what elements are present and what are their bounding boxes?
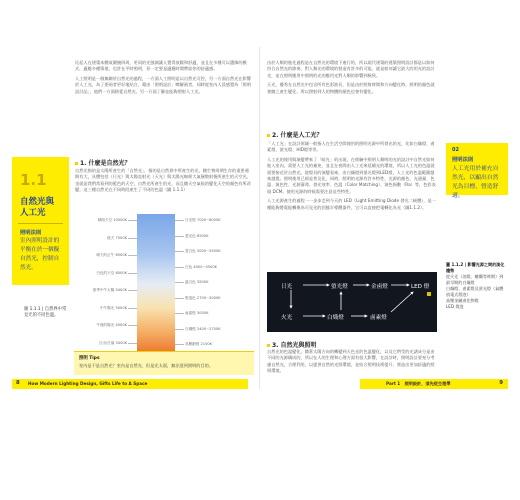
section-3-text: 自然光的色溫變化，隨著太陽方向的轉變到天色光的色溫變化，以及它們受的光譜成分是由不同的光源構成的，所以在人的生理和心理方面有很大影響，在設計時，照明設計要充分考慮自然光，合理利用，以提供自然的光照環境，並結合照明技術提升，營造出更加舒適的照明環境。 (267, 349, 435, 374)
node-firelight: 火光 (281, 315, 293, 321)
right-intro-paragraph-1: 由於人類的進化過程是在自然光的環境下進行的，所以現代建築的建築照明設計都是以如何符合自然光的節奏，對人類光的環境的營造有許多的可能，就是如何讓它最大的用光的設計光，並在照明應用中照明的光的應用光對人類的影響到極致。 (267, 60, 435, 78)
node-metal-halide: 金鹵燈 (371, 284, 388, 290)
spectrum-label-right: 白熾燈 2400~2700K (185, 327, 221, 331)
spectrum-label-right: 燈泡色 2700~3000K (185, 296, 221, 300)
figure-2-caption (446, 262, 506, 310)
right-footer (360, 379, 508, 389)
spectrum-leader-line (128, 343, 137, 344)
chapter-divider (18, 223, 63, 224)
side-rule-number: 02 (452, 147, 459, 153)
side-rule-tab (446, 143, 508, 199)
spectrum-label-left: 中午陽光 5000K (99, 306, 127, 310)
spectrum-leader-line (175, 313, 184, 314)
side-rule-text: 人工光用於補充自然光，以顯出自然光為目標，營造舒適。 (452, 166, 499, 199)
heading-bullet-icon (75, 162, 78, 165)
figure-2-caption-line: 從火光（油燈、蠟燭等時期）到最早期的白熾燈 (446, 274, 504, 285)
figure-2-caption-line: 白熾燈、鹵素燈及螢光燈（氣體放電式燈泡） (446, 286, 504, 297)
spectrum-leader-line (175, 344, 184, 345)
diagram-arrows (267, 272, 437, 332)
section-2-paragraph-1: 「人工光」在設計領域一般指人在生活空間使用的照明光源中所發出的光，比如白熾燈、鹵素燈、螢光燈、HID燈等等。 (267, 141, 435, 153)
left-intro-text (75, 60, 251, 98)
right-page-number: 9 (499, 380, 503, 386)
spectrum-label-left: 日出/日落 3400K (98, 341, 127, 345)
chapter-title: 自然光與人工光 (20, 197, 55, 218)
section-3-heading: 3. 自然光與照明 (267, 340, 317, 349)
spectrum-label-right: 晝白色 5000~5500K (185, 249, 221, 253)
tip-title: 照明 Tips (79, 356, 100, 361)
led-marker-icon (427, 292, 431, 296)
spectrum-label-left: 晴朗天空 10000K (97, 218, 127, 222)
spectrum-label-right: 鹵素燈 3000K (185, 311, 209, 315)
figure-2-caption-line: 高壓金屬鹵化物燈 (446, 298, 479, 303)
node-halogen: 鹵素燈 (370, 315, 387, 321)
spectrum-leader-line (128, 308, 137, 309)
chapter-rule-title: 照明法則 (20, 230, 42, 236)
left-footer-text: How Modern Lighting Design, Gifts Life to A Space (28, 381, 148, 386)
spectrum-leader-line (175, 236, 184, 237)
left-footer (12, 379, 248, 389)
section-2-paragraph-3: 人工光源產生的過程一一步步走到今天的 LED（Light Emitting Diode 發光二極體），是一種能夠將電能轉換為可見光的固態半導體器件，它可以直接把電轉化為光（圖1.1.2）。 (267, 198, 436, 210)
node-led: LED 燈 (411, 284, 430, 290)
spectrum-leader-line (175, 329, 184, 330)
chapter-rule-text: 室內照明設計的平衡在於一個擬自然光，控制自然光。 (20, 238, 60, 271)
node-sunlight: 日光 (281, 284, 293, 290)
node-fluorescent: 螢光燈 (331, 284, 348, 290)
right-intro-paragraph-2: 天光，優秀在自然光中包含所有色彩波長，但是由於照射時間和方向變化時，照明的顏色就會隨之產生變化。所以照射到人的物體的顏色也會有變化。 (267, 82, 435, 94)
spectrum-leader-line (128, 290, 137, 291)
right-intro-text (267, 60, 437, 98)
heading-bullet-icon (267, 134, 270, 137)
section-1-heading: 1. 什麼是自然光？ (75, 158, 131, 167)
spectrum-leader-line (175, 298, 184, 299)
spectrum-label-left: 白色的天空 6000K (96, 271, 127, 275)
section-2-paragraph-2: 人工光的使用與演變帶來了「暗光」的出現，在經驗中照明人類明的光的設計中自然光如何進入室內，需要人工光的補充，並且在夜間由人工光來延續光的環境，所以人工光的色溫就需要接近於自然光。從燈具的演變看來，由白熾燈到螢光燈到LED燈，人工光的色溫範圍越來越寬。照明使用已經是普及化，同時，照明的光源有許多特性，光源的顏色、光通量、色溫、演色性、光源壽命、發光效率、色溫（Color Matching）、演色指數（Ra）等，色彩表現 DCM。使用光源的時候需要注意這些特性。 (267, 156, 436, 194)
spectrum-leader-line (175, 267, 184, 268)
color-temperature-spectrum (137, 214, 175, 370)
section-2-text (267, 141, 437, 214)
spectrum-label-right: 溫白色 3500K (185, 280, 209, 284)
spectrum-leader-line (128, 238, 137, 239)
spectrum-label-left: 陰天 7500K (107, 236, 127, 240)
section-2-heading: 2. 什麼是人工光？ (267, 130, 323, 139)
right-footer-text: Part 1 照明設計，須先從生理學 (386, 381, 451, 386)
left-intro-paragraph-1: 比起人在建築本體或圍繞四周，更同的光強調讓人覺得放鬆和舒適，並且在多種可以選擇的模式，適應多種情境，也許在平時照明，但一定要是適應時間帶給你的舒適感。 (75, 60, 247, 72)
spectrum-label-left: 夏季中午太陽 5400K (92, 288, 127, 292)
section-1-text: 自然光指的是太陽所產生的「自然光」，指的是自然界中所產生的光，隨生物周期生存的重要週期有大，具體包括（日光）與太陽直射光（天光）與太陽光線經大氣層散射後所產生的天空光，也就是我們常看到的藍色的天空，自然光所產生的光，而且隨天空氣候的變化天空的顏色有所改變。這三種自然光在不同時段產生了不同的色溫（圖 1.1.1） (75, 168, 251, 193)
chapter-tab (12, 157, 69, 285)
spectrum-leader-line (128, 273, 137, 274)
spectrum-leader-line (175, 220, 184, 221)
spectrum-label-right: 白色 4000~4500K (185, 265, 217, 269)
left-intro-paragraph-2: 人工照明是一個無關於自然光的過程，一方面人工照明是以自然光可控，另一方面自然光在影響於人工光，為了要兩者更好地結合，藉由「照明設計」瞭解兩者，同時從室內人員感覺為「照明設計品」，他們一方面熱愛自然光，另一方面了解並能夠照射人工光。 (75, 75, 251, 94)
spectrum-leader-line (175, 251, 184, 252)
spectrum-label-right: 日光燈 7000~8000K (185, 218, 221, 222)
spectrum-leader-line (128, 255, 137, 256)
spectrum-label-right: 高壓鈉燈 2100K (185, 342, 213, 346)
tip-text: 室內是不是自然光？室內是自然光、但是光太弱，無法達到照明的目的。 (79, 363, 214, 368)
light-source-diagram (267, 272, 437, 332)
figure-2-caption-title: 圖 1.1.2 | 影響光源之間的演化趨勢 (446, 262, 505, 273)
side-rule-title: 照明法則 (452, 157, 474, 163)
tip-box (74, 351, 254, 375)
node-incandescent: 白熾燈 (327, 315, 344, 321)
page-gutter (259, 47, 260, 389)
spectrum-leader-line (128, 220, 137, 221)
book-spread (12, 47, 508, 389)
left-page-number: 8 (16, 380, 20, 386)
chapter-number: 1.1 (20, 171, 47, 189)
spectrum-leader-line (175, 282, 184, 283)
spectrum-label-right: 晝光色 6500K (185, 234, 209, 238)
spectrum-label-left: 晴天的正午 6500K (96, 253, 127, 257)
heading-bullet-icon (267, 344, 270, 347)
figure-1-caption: 圖 1.1.1 | 自然界中常見光的不同色溫。 (24, 307, 67, 318)
spectrum-leader-line (128, 325, 137, 326)
figure-2-caption-line: LED 燈泡 (446, 304, 464, 309)
spectrum-label-left: 午後的陽光 4000K (96, 323, 127, 327)
